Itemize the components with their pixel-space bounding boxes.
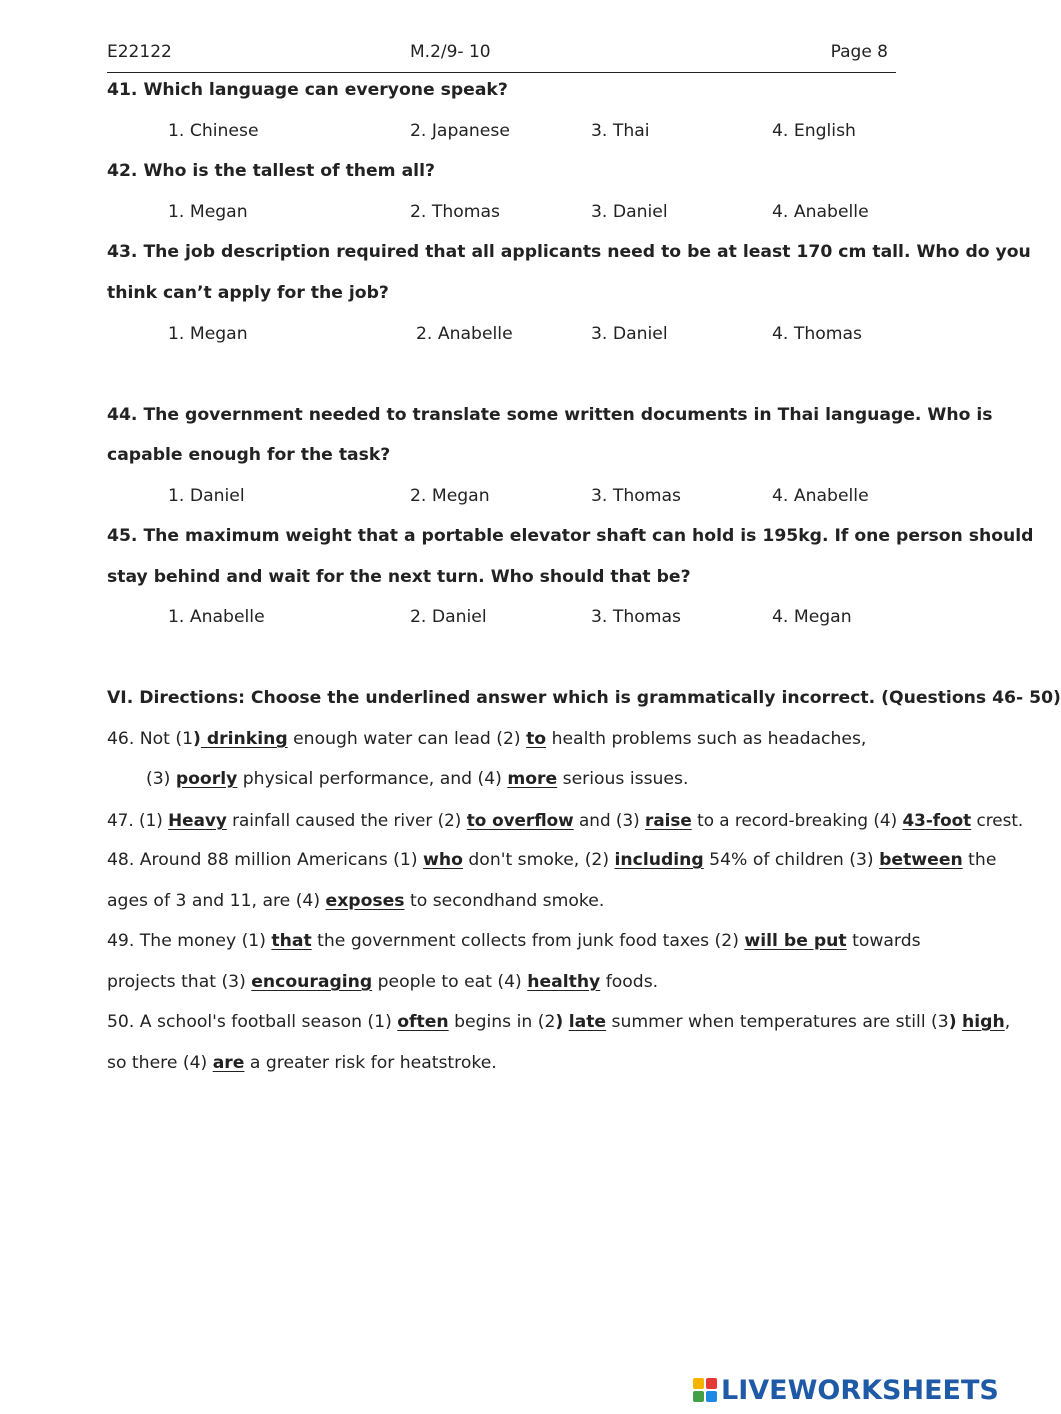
grammar-question-46-cont: (3) poorly physical performance, and (4) more serious issues.: [146, 769, 689, 789]
question-45: 45. The maximum weight that a portable elevator shaft can hold is 195kg. If one person should: [107, 526, 1034, 546]
q41-option-4[interactable]: 4. English: [772, 121, 856, 141]
q44-option-2[interactable]: 2. Megan: [410, 486, 490, 506]
question-44-cont: capable enough for the task?: [107, 445, 391, 465]
q44-option-3[interactable]: 3. Thomas: [591, 486, 681, 506]
grammar-question-48: 48. Around 88 million Americans (1) who don't smoke, (2) including 54% of children (3) between the: [107, 850, 997, 870]
q45-option-1[interactable]: 1. Anabelle: [168, 607, 265, 627]
liveworksheets-logo[interactable]: [693, 1372, 999, 1408]
q41-option-3[interactable]: 3. Thai: [591, 121, 650, 141]
grammar-question-48-cont: ages of 3 and 11, are (4) exposes to secondhand smoke.: [107, 891, 605, 911]
q46-choice-4[interactable]: more: [507, 769, 558, 789]
grammar-question-49-cont: projects that (3) encouraging people to eat (4) healthy foods.: [107, 972, 659, 992]
q46-choice-3[interactable]: poorly: [175, 769, 238, 789]
grammar-question-46: 46. Not (1) drinking enough water can lead (2) to health problems such as headaches,: [107, 729, 867, 749]
q45-option-2[interactable]: 2. Daniel: [410, 607, 487, 627]
section-directions: VI. Directions: Choose the underlined answer which is grammatically incorrect. (Questions 46- 50): [107, 688, 1061, 708]
q47-choice-2[interactable]: to overflow: [466, 810, 574, 830]
q49-choice-4[interactable]: healthy: [527, 972, 601, 992]
q41-option-1[interactable]: 1. Chinese: [168, 121, 259, 141]
q46-choice-2[interactable]: to: [526, 729, 547, 749]
logo-cube-yellow: [693, 1378, 704, 1389]
q44-option-1[interactable]: 1. Daniel: [168, 486, 245, 506]
q43-option-1[interactable]: 1. Megan: [168, 324, 248, 344]
q50-choice-2[interactable]: late: [568, 1012, 607, 1032]
question-44: 44. The government needed to translate some written documents in Thai language. Who is: [107, 405, 993, 425]
q48-choice-2[interactable]: including: [614, 850, 704, 870]
q47-choice-3[interactable]: raise: [645, 810, 692, 830]
q43-option-3[interactable]: 3. Daniel: [591, 324, 668, 344]
logo-text: LIVEWORKSHEETS: [721, 1374, 999, 1406]
question-42: 42. Who is the tallest of them all?: [107, 161, 435, 181]
grammar-question-47: 47. (1) Heavy rainfall caused the river (2) to overflow and (3) raise to a record-breaking (4) 43-foot crest.: [107, 810, 1024, 830]
q45-option-3[interactable]: 3. Thomas: [591, 607, 681, 627]
logo-cube-blue: [706, 1391, 717, 1402]
q49-choice-3[interactable]: encouraging: [251, 972, 373, 992]
q48-choice-3[interactable]: between: [879, 850, 963, 870]
q47-choice-4[interactable]: 43-foot: [902, 810, 972, 830]
q43-option-4[interactable]: 4. Thomas: [772, 324, 862, 344]
page-header: [107, 40, 896, 73]
q48-choice-1[interactable]: who: [423, 850, 463, 870]
question-45-cont: stay behind and wait for the next turn. Who should that be?: [107, 567, 691, 587]
q42-option-2[interactable]: 2. Thomas: [410, 202, 500, 222]
q43-option-2[interactable]: 2. Anabelle: [416, 324, 513, 344]
grammar-question-50-cont: so there (4) are a greater risk for heatstroke.: [107, 1053, 497, 1073]
logo-cubes-icon: [693, 1378, 717, 1402]
q50-choice-1[interactable]: often: [397, 1012, 449, 1032]
q46-choice-1[interactable]: drinking: [200, 729, 288, 749]
q50-choice-4[interactable]: are: [212, 1053, 245, 1073]
header-code: E22122: [107, 42, 172, 62]
grammar-question-49: 49. The money (1) that the government collects from junk food taxes (2) will be put towards: [107, 931, 921, 951]
grammar-question-50: 50. A school's football season (1) often begins in (2) late summer when temperatures are still (3) high,: [107, 1012, 1011, 1032]
q41-option-2[interactable]: 2. Japanese: [410, 121, 510, 141]
q44-option-4[interactable]: 4. Anabelle: [772, 486, 869, 506]
q42-option-4[interactable]: 4. Anabelle: [772, 202, 869, 222]
q42-option-3[interactable]: 3. Daniel: [591, 202, 668, 222]
q49-choice-1[interactable]: that: [271, 931, 312, 951]
header-page-number: Page 8: [830, 42, 888, 62]
question-43-cont: think can’t apply for the job?: [107, 283, 389, 303]
q45-option-4[interactable]: 4. Megan: [772, 607, 852, 627]
question-41: 41. Which language can everyone speak?: [107, 80, 508, 100]
header-class: M.2/9- 10: [410, 42, 491, 62]
question-43: 43. The job description required that all applicants need to be at least 170 cm tall. Who do you: [107, 242, 1031, 262]
q49-choice-2[interactable]: will be put: [744, 931, 847, 951]
q50-choice-3[interactable]: high: [962, 1012, 1005, 1032]
logo-cube-red: [706, 1378, 717, 1389]
q42-option-1[interactable]: 1. Megan: [168, 202, 248, 222]
q47-choice-1[interactable]: Heavy: [168, 810, 227, 830]
q48-choice-4[interactable]: exposes: [325, 891, 405, 911]
logo-cube-green: [693, 1391, 704, 1402]
